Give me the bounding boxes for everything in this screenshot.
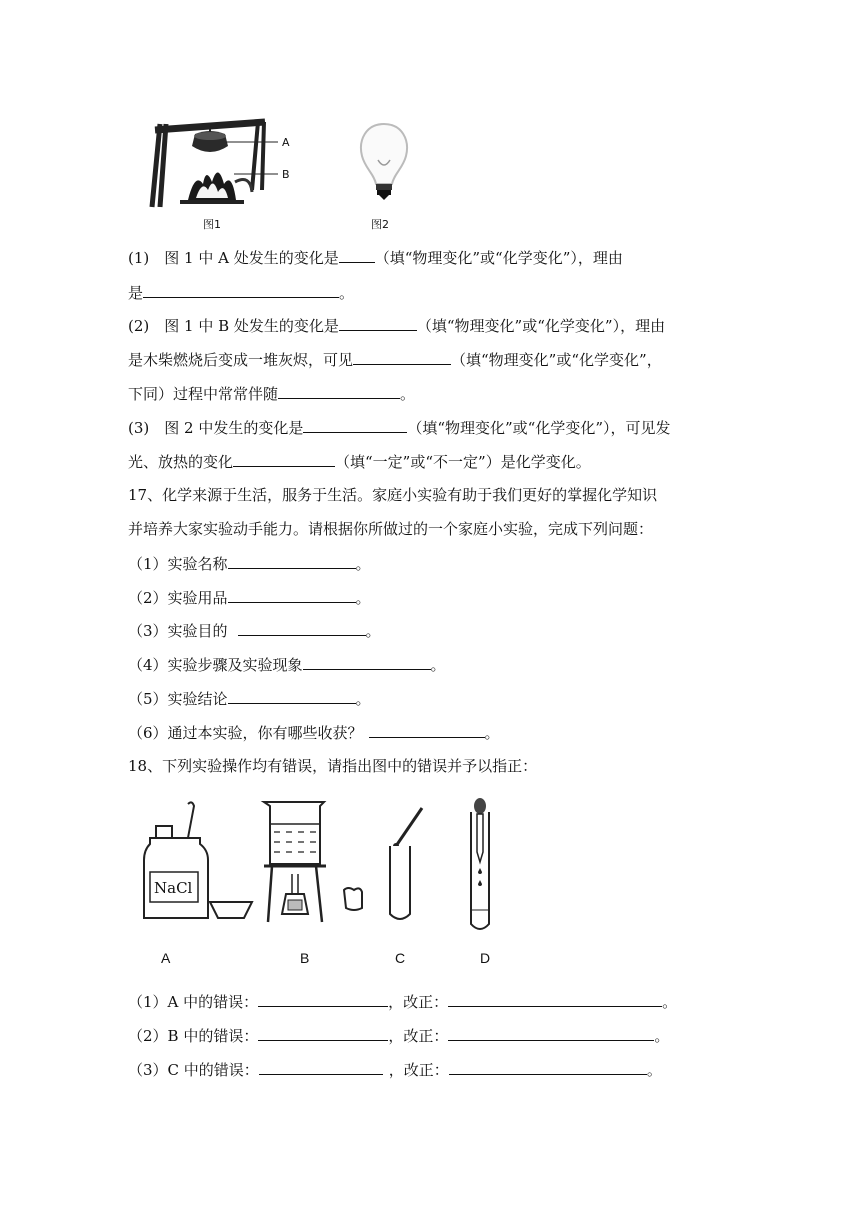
q16-part2-line2-text: 是木柴燃烧后变成一堆灰烬，可见 xyxy=(128,351,354,369)
q18-answer-1-fix-blank[interactable] xyxy=(448,990,662,1007)
q16-part2-line2-hint: （填“物理变化”或“化学变化”， xyxy=(451,351,662,369)
q16-part3-blank2[interactable] xyxy=(233,450,335,467)
q16-part1-blank1[interactable] xyxy=(339,246,375,263)
fig-label-d: D xyxy=(480,950,491,966)
q18-answer-1-fix-label: ，改正： xyxy=(388,993,449,1011)
q16-part2-blank3[interactable] xyxy=(278,382,400,399)
q17-item-2-period: 。 xyxy=(355,589,371,607)
q17-item-6-period: 。 xyxy=(484,724,500,742)
q17-item-3-label: （3）实验目的 xyxy=(128,622,228,640)
figure-caption-2: 图2 xyxy=(371,218,389,231)
q18-answer-2-prefix: （2）B 中的错误： xyxy=(128,1027,259,1045)
q17-item-1 xyxy=(128,552,371,575)
q16-part2-period: 。 xyxy=(400,385,416,403)
q17-item-4-blank[interactable] xyxy=(303,653,431,670)
q17-item-3-blank[interactable] xyxy=(238,619,366,636)
q16-part2-blank1[interactable] xyxy=(339,314,417,331)
q16-part3-blank1[interactable] xyxy=(303,416,407,433)
q16-part2-hint: （填“物理变化”或“化学变化”），理由 xyxy=(416,317,666,335)
q16-part3-line1 xyxy=(128,416,671,439)
q17-item-1-label: （1）实验名称 xyxy=(128,555,228,573)
q16-part3-line2-text: 光、放热的变化 xyxy=(128,453,234,471)
q16-part3-line2-hint: （填“一定”或“不一定”）是化学变化。 xyxy=(335,453,591,471)
q17-item-1-blank[interactable] xyxy=(228,552,356,569)
q16-part1-text: (1) 图 1 中 A 处发生的变化是 xyxy=(128,249,339,267)
q18-answer-1-prefix: （1）A 中的错误： xyxy=(128,993,259,1011)
q17-item-1-period: 。 xyxy=(355,555,371,573)
q18-answer-2-period: 。 xyxy=(654,1027,670,1045)
q16-part3-text: (3) 图 2 中发生的变化是 xyxy=(128,419,304,437)
fig-label-b: B xyxy=(300,950,310,966)
q18-answer-3-prefix: （3）C 中的错误： xyxy=(128,1061,259,1079)
q16-part1-blank2[interactable] xyxy=(143,281,339,298)
q16-part3-hint: （填“物理变化”或“化学变化”），可见发 xyxy=(407,419,671,437)
figure-label-a: A xyxy=(282,136,290,149)
q18-answer-2-error-blank[interactable] xyxy=(258,1024,388,1041)
fig-d-dropper-test-tube xyxy=(468,798,498,934)
q18-answer-1 xyxy=(128,990,677,1013)
q17-item-6-label: （6）通过本实验，你有哪些收获？ xyxy=(128,724,363,742)
fig-label-a: A xyxy=(161,950,171,966)
q16-part2-line3 xyxy=(128,382,415,405)
q18-answer-1-error-blank[interactable] xyxy=(258,990,388,1007)
q18-answer-1-period: 。 xyxy=(662,993,678,1011)
figure-caption-1: 图1 xyxy=(203,218,221,231)
q17-item-5-label: （5）实验结论 xyxy=(128,690,228,708)
q16-part1-hint: （填“物理变化”或“化学变化”），理由 xyxy=(374,249,623,267)
fig-b-beaker-burner xyxy=(262,798,372,928)
q18-answer-2-fix-label: ，改正： xyxy=(388,1027,449,1045)
q16-part2-blank2[interactable] xyxy=(353,348,451,365)
q16-part2-text: (2) 图 1 中 B 处发生的变化是 xyxy=(128,317,339,335)
q18-answer-3-fix-label: ，改正： xyxy=(388,1061,449,1079)
q18-answer-2 xyxy=(128,1024,669,1047)
fig-c-test-tube xyxy=(384,806,434,926)
q18-answer-2-fix-blank[interactable] xyxy=(448,1024,654,1041)
q16-part3-line2 xyxy=(128,450,591,473)
q17-item-5-period: 。 xyxy=(355,690,371,708)
q17-item-2-label: （2）实验用品 xyxy=(128,589,228,607)
q17-item-6 xyxy=(128,721,500,744)
q16-part1-line1 xyxy=(128,246,623,269)
fig-a-nacl-label: NaCl xyxy=(154,879,193,897)
q16-part2-line2 xyxy=(128,348,662,371)
q17-item-2-blank[interactable] xyxy=(228,586,356,603)
q18-answer-3 xyxy=(128,1058,662,1081)
q17-intro-line1: 17、化学来源于生活，服务于生活。家庭小实验有助于我们更好的掌握化学知识 xyxy=(128,486,658,504)
q17-item-4-period: 。 xyxy=(430,656,446,674)
q17-item-2 xyxy=(128,586,371,609)
q18-intro: 18、下列实验操作均有错误，请指出图中的错误并予以指正： xyxy=(128,757,538,775)
light-bulb-figure xyxy=(354,120,414,210)
q17-item-3-period: 。 xyxy=(365,622,381,640)
fig-label-c: C xyxy=(395,950,406,966)
q17-item-4-label: （4）实验步骤及实验现象 xyxy=(128,656,303,674)
q18-answer-3-error-blank[interactable] xyxy=(259,1058,383,1075)
q18-answer-3-fix-blank[interactable] xyxy=(449,1058,647,1075)
q17-item-6-blank[interactable] xyxy=(369,721,485,738)
q16-part1-line2 xyxy=(128,281,354,304)
q17-intro-line2: 并培养大家实验动手能力。请根据你所做过的一个家庭小实验，完成下列问题： xyxy=(128,520,654,538)
q17-item-5 xyxy=(128,687,371,710)
campfire-figure xyxy=(140,112,300,232)
q17-item-3 xyxy=(128,619,381,642)
q16-part1-period: 。 xyxy=(339,284,355,302)
q16-part2-line1 xyxy=(128,314,665,337)
q18-answer-3-period: 。 xyxy=(646,1061,662,1079)
figure-label-b: B xyxy=(282,168,290,181)
q17-item-5-blank[interactable] xyxy=(228,687,356,704)
q16-part2-line3-text: 下同）过程中常常伴随 xyxy=(128,385,279,403)
q16-part1-reason-prefix: 是 xyxy=(128,284,144,302)
q17-item-4 xyxy=(128,653,446,676)
